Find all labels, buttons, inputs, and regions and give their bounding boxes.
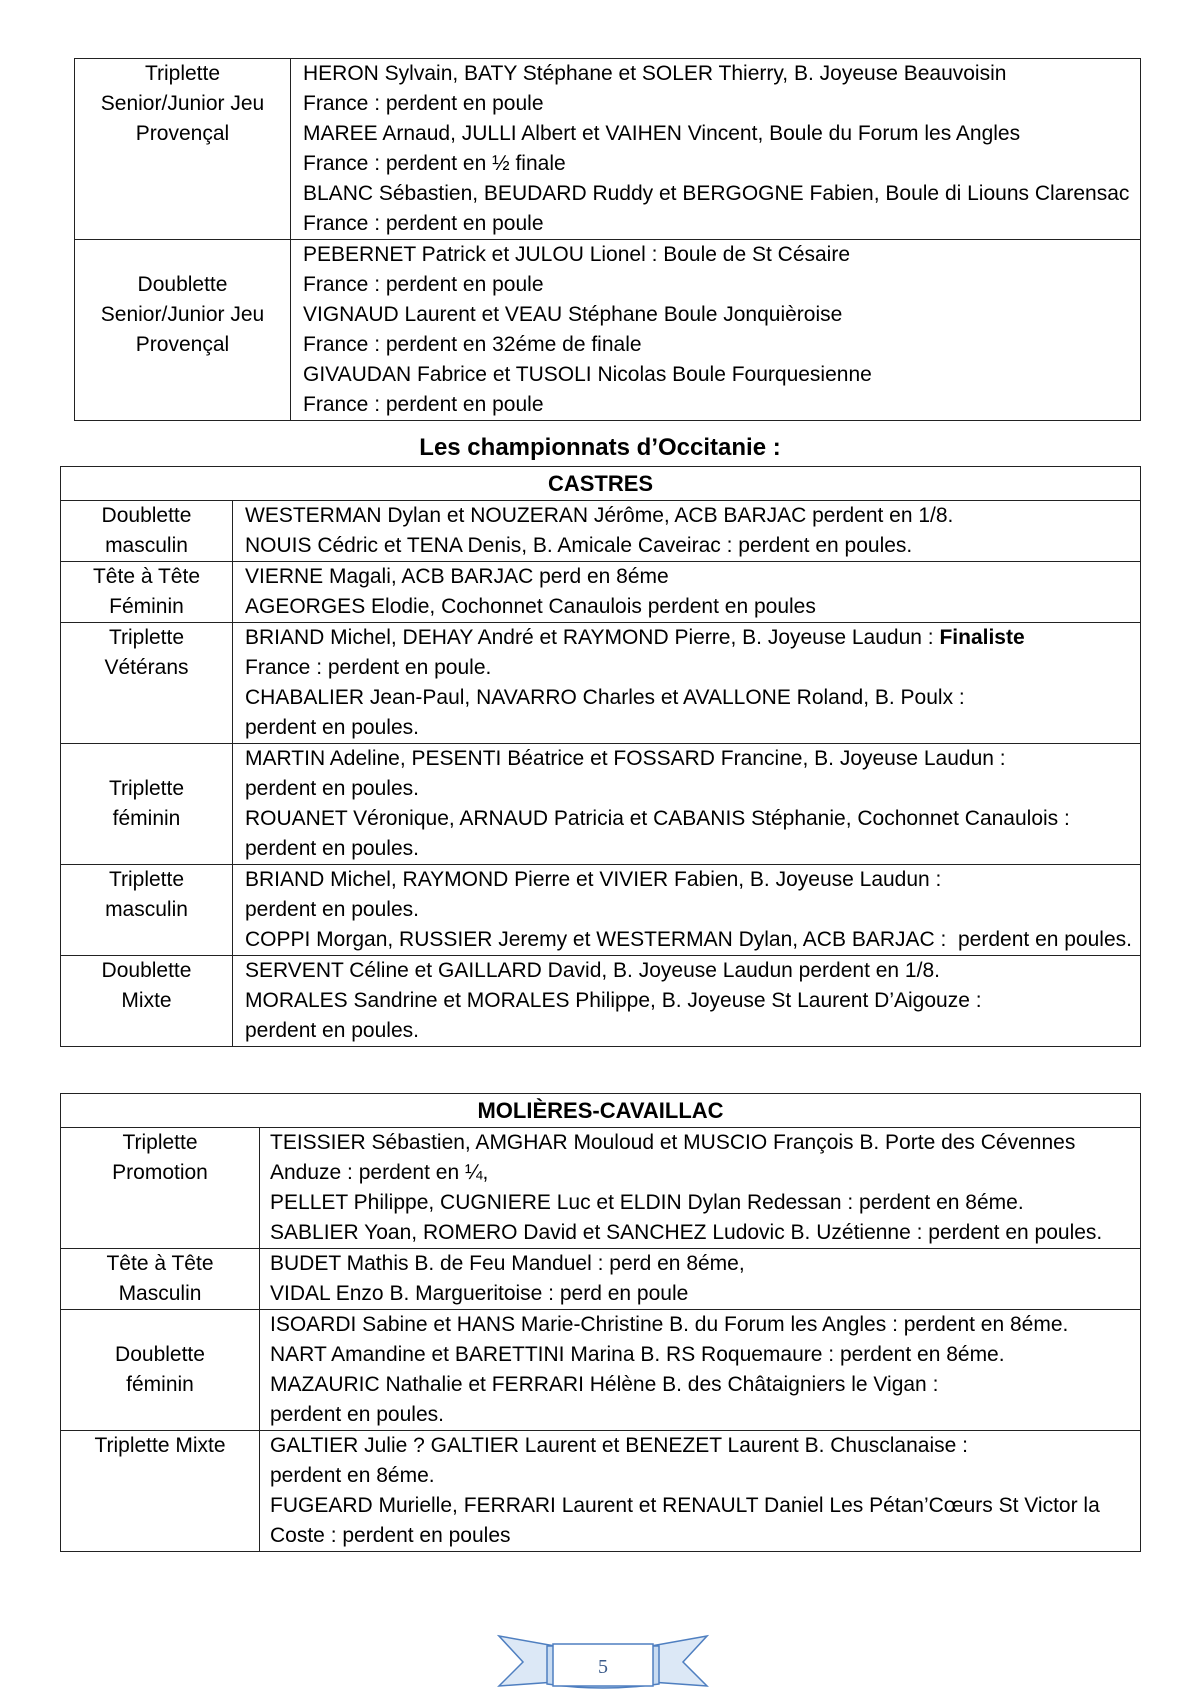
category-label-line: Provençal bbox=[135, 333, 230, 356]
category-label bbox=[61, 623, 233, 744]
category-label bbox=[61, 1431, 260, 1552]
results-cell bbox=[260, 1128, 1141, 1249]
category-label bbox=[75, 59, 291, 240]
category-label-line: Doublette bbox=[101, 504, 192, 527]
result-line: FUGEARD Murielle, FERRARI Laurent et RENAULT Daniel Les Pétan’Cœurs St Victor la bbox=[270, 1494, 1100, 1517]
category-label-line: Triplette bbox=[108, 868, 185, 891]
category-row bbox=[61, 1249, 1141, 1310]
category-label bbox=[61, 1249, 260, 1310]
result-line: perdent en poules. bbox=[245, 777, 419, 800]
result-line: perdent en poules. bbox=[245, 716, 419, 739]
results-table bbox=[74, 58, 1141, 421]
result-highlight: Finaliste bbox=[939, 626, 1025, 649]
result-line: France : perdent en poule. bbox=[245, 656, 492, 679]
category-label-line: Doublette bbox=[137, 273, 228, 296]
page-number: 5 bbox=[598, 1656, 608, 1678]
category-row bbox=[61, 956, 1141, 1047]
category-row bbox=[61, 744, 1141, 865]
result-line: France : perdent en 32éme de finale bbox=[303, 333, 642, 356]
result-line: MAZAURIC Nathalie et FERRARI Hélène B. des Châtaigniers le Vigan : bbox=[270, 1373, 939, 1396]
category-row bbox=[61, 1310, 1141, 1431]
results-cell bbox=[233, 501, 1141, 562]
result-line: VIDAL Enzo B. Margueritoise : perd en poule bbox=[270, 1282, 689, 1305]
result-line: HERON Sylvain, BATY Stéphane et SOLER Thierry, B. Joyeuse Beauvoisin bbox=[303, 62, 1007, 85]
result-line: BLANC Sébastien, BEUDARD Ruddy et BERGOGNE Fabien, Boule di Liouns Clarensac bbox=[303, 182, 1130, 205]
result-line: NART Amandine et BARETTINI Marina B. RS Roquemaure : perdent en 8éme. bbox=[270, 1343, 1005, 1366]
category-row bbox=[61, 562, 1141, 623]
results-table bbox=[60, 1093, 1141, 1552]
result-line: France : perdent en ½ finale bbox=[303, 152, 566, 175]
results-cell bbox=[260, 1310, 1141, 1431]
results-cell bbox=[260, 1431, 1141, 1552]
category-label-line: Senior/Junior Jeu bbox=[100, 92, 265, 115]
category-label-line: Mixte bbox=[121, 989, 172, 1012]
category-label bbox=[61, 744, 233, 865]
category-row bbox=[75, 59, 1141, 240]
result-line: Anduze : perdent en ¼, bbox=[270, 1161, 489, 1184]
category-label bbox=[75, 240, 291, 421]
result-line: TEISSIER Sébastien, AMGHAR Mouloud et MUSCIO François B. Porte des Cévennes bbox=[270, 1131, 1076, 1154]
result-text: BRIAND Michel, DEHAY André et RAYMOND Pierre, B. Joyeuse Laudun : bbox=[245, 626, 940, 649]
result-line: VIERNE Magali, ACB BARJAC perd en 8éme bbox=[245, 565, 669, 588]
results-cell bbox=[291, 240, 1141, 421]
category-label-line: Promotion bbox=[112, 1161, 208, 1184]
category-row bbox=[75, 240, 1141, 421]
result-line: PELLET Philippe, CUGNIERE Luc et ELDIN Dylan Redessan : perdent en 8éme. bbox=[270, 1191, 1024, 1214]
result-line: PEBERNET Patrick et JULOU Lionel : Boule de St Césaire bbox=[303, 243, 851, 266]
results-cell bbox=[233, 562, 1141, 623]
result-line: Coste : perdent en poules bbox=[270, 1524, 511, 1547]
category-label-line: Masculin bbox=[118, 1282, 202, 1305]
category-label-line: Triplette bbox=[108, 626, 185, 649]
category-label bbox=[61, 562, 233, 623]
result-line: France : perdent en poule bbox=[303, 273, 544, 296]
category-label bbox=[61, 1128, 260, 1249]
venue-heading: CASTRES bbox=[61, 467, 1141, 501]
result-line: SERVENT Céline et GAILLARD David, B. Joyeuse Laudun perdent en 1/8. bbox=[245, 959, 940, 982]
result-line: GIVAUDAN Fabrice et TUSOLI Nicolas Boule Fourquesienne bbox=[303, 363, 872, 386]
category-label bbox=[61, 956, 233, 1047]
category-label-line: Senior/Junior Jeu bbox=[100, 303, 265, 326]
results-cell bbox=[233, 623, 1141, 744]
category-row bbox=[61, 501, 1141, 562]
result-line: France : perdent en poule bbox=[303, 393, 544, 416]
results-cell bbox=[260, 1249, 1141, 1310]
result-line: AGEORGES Elodie, Cochonnet Canaulois perdent en poules bbox=[245, 595, 816, 618]
category-row bbox=[61, 623, 1141, 744]
result-line: CHABALIER Jean-Paul, NAVARRO Charles et AVALLONE Roland, B. Poulx : bbox=[245, 686, 965, 709]
result-line bbox=[245, 623, 1140, 653]
results-cell bbox=[291, 59, 1141, 240]
category-label bbox=[61, 865, 233, 956]
category-label bbox=[61, 501, 233, 562]
category-label-line: Triplette bbox=[144, 62, 221, 85]
result-line: BUDET Mathis B. de Feu Manduel : perd en 8éme, bbox=[270, 1252, 745, 1275]
category-label-line: Doublette bbox=[115, 1343, 205, 1366]
result-line: perdent en poules. bbox=[270, 1403, 444, 1426]
category-row bbox=[61, 1431, 1141, 1552]
result-line: GALTIER Julie ? GALTIER Laurent et BENEZET Laurent B. Chusclanaise : bbox=[270, 1434, 968, 1457]
result-line: France : perdent en poule bbox=[303, 212, 544, 235]
category-label-line: Triplette bbox=[122, 1131, 198, 1154]
result-line: perdent en 8éme. bbox=[270, 1464, 435, 1487]
results-table bbox=[60, 466, 1141, 1047]
section-title: Les championnats d’Occitanie : bbox=[419, 434, 781, 461]
page-number-ribbon bbox=[497, 1632, 709, 1692]
result-line: VIGNAUD Laurent et VEAU Stéphane Boule Jonquièroise bbox=[303, 303, 843, 326]
category-label-line: Vétérans bbox=[104, 656, 189, 679]
result-line: perdent en poules. bbox=[245, 1019, 419, 1042]
result-line: perdent en poules. bbox=[245, 837, 419, 860]
result-line: BRIAND Michel, RAYMOND Pierre et VIVIER Fabien, B. Joyeuse Laudun : bbox=[245, 868, 942, 891]
venue-heading-row bbox=[61, 1094, 1141, 1128]
category-label bbox=[61, 1310, 260, 1431]
category-label-line: Doublette bbox=[101, 959, 192, 982]
result-line: France : perdent en poule bbox=[303, 92, 544, 115]
venue-heading-row bbox=[61, 467, 1141, 501]
category-label-line: Tête à Tête bbox=[106, 1252, 214, 1275]
category-row bbox=[61, 1128, 1141, 1249]
result-line: MORALES Sandrine et MORALES Philippe, B. Joyeuse St Laurent D’Aigouze : bbox=[245, 989, 982, 1012]
result-line: ROUANET Véronique, ARNAUD Patricia et CABANIS Stéphanie, Cochonnet Canaulois : bbox=[245, 807, 1070, 830]
result-line: COPPI Morgan, RUSSIER Jeremy et WESTERMAN Dylan, ACB BARJAC : perdent en poules. bbox=[245, 928, 1132, 951]
category-label-line: Tête à Tête bbox=[92, 565, 200, 588]
category-label-line: Triplette bbox=[108, 777, 185, 800]
result-line: NOUIS Cédric et TENA Denis, B. Amicale Caveirac : perdent en poules. bbox=[245, 534, 913, 557]
results-cell bbox=[233, 744, 1141, 865]
category-label-line: Triplette Mixte bbox=[94, 1434, 226, 1457]
results-cell bbox=[233, 956, 1141, 1047]
category-label-line: Féminin bbox=[109, 595, 184, 618]
venue-heading: MOLIÈRES-CAVAILLAC bbox=[61, 1094, 1141, 1128]
result-line: MARTIN Adeline, PESENTI Béatrice et FOSSARD Francine, B. Joyeuse Laudun : bbox=[245, 747, 1006, 770]
result-line: perdent en poules. bbox=[245, 898, 419, 921]
category-label-line: féminin bbox=[112, 807, 181, 830]
results-cell bbox=[233, 865, 1141, 956]
category-label-line: masculin bbox=[105, 534, 188, 557]
result-line: SABLIER Yoan, ROMERO David et SANCHEZ Ludovic B. Uzétienne : perdent en poules. bbox=[270, 1221, 1103, 1244]
category-row bbox=[61, 865, 1141, 956]
category-label-line: masculin bbox=[105, 898, 188, 921]
result-line: WESTERMAN Dylan et NOUZERAN Jérôme, ACB BARJAC perdent en 1/8. bbox=[245, 504, 954, 527]
result-line: ISOARDI Sabine et HANS Marie-Christine B. du Forum les Angles : perdent en 8éme. bbox=[270, 1313, 1069, 1336]
category-label-line: féminin bbox=[126, 1373, 194, 1396]
result-line: MAREE Arnaud, JULLI Albert et VAIHEN Vincent, Boule du Forum les Angles bbox=[303, 122, 1021, 145]
category-label-line: Provençal bbox=[135, 122, 230, 145]
